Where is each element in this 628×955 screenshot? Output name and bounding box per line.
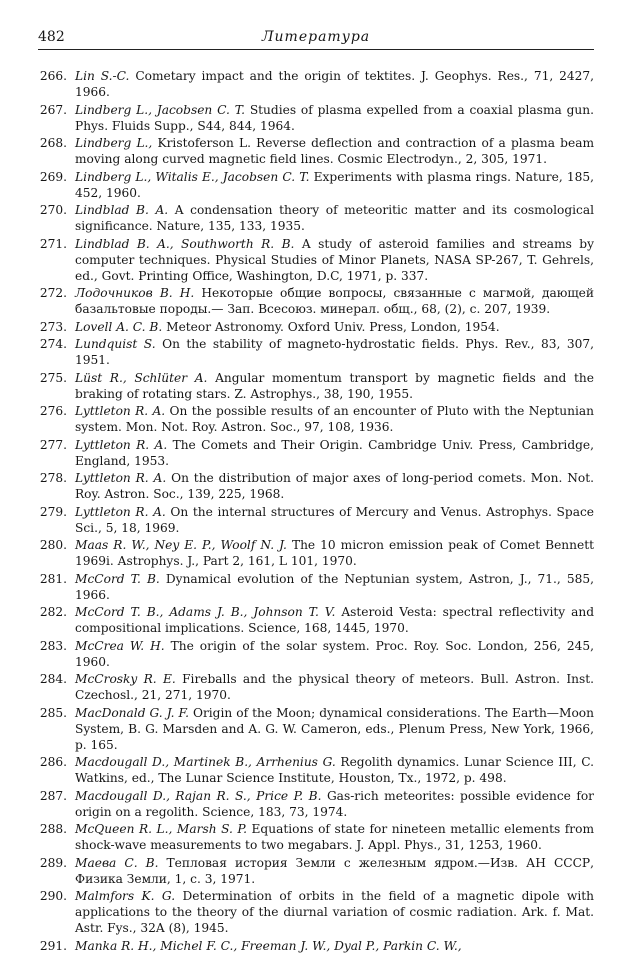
reference-number: 286. <box>39 755 67 769</box>
reference-authors: Lüst R., Schlüter A. <box>75 370 208 385</box>
reference-text: Тепловая история Земли с железным ядром.—Изв. АН СССР, Физика Земли, 1, с. 3, 1971. <box>75 855 595 886</box>
reference-authors: Lyttleton R. A. <box>75 437 168 452</box>
reference-authors: Lyttleton R. A. <box>75 404 166 418</box>
reference-number: 280. <box>39 538 67 552</box>
reference-number: 284. <box>39 672 67 686</box>
reference-authors: Maas R. W., Ney E. P., Woolf N. J. <box>75 538 287 552</box>
reference-text: The 10 micron emission peak of Comet Bennett 1969i. Astrophys. J., Part 2, 161, L 101, 1970. <box>75 538 594 568</box>
reference-authors: Lundquist S. <box>75 337 156 351</box>
reference-number: 272. <box>39 286 67 300</box>
reference-entry <box>38 537 594 569</box>
reference-authors: Lindblad B. A., Southworth R. B. <box>75 236 295 251</box>
reference-entry <box>38 319 594 335</box>
reference-entry <box>38 102 594 134</box>
reference-authors: Lindberg L., Witalis E., Jacobsen C. T. <box>75 169 310 184</box>
reference-text: On the stability of magneto-hydrostatic fields. Phys. Rev., 83, 307, 1951. <box>75 337 594 367</box>
reference-text: The origin of the solar system. Proc. Roy. Soc. London, 256, 245, 1960. <box>75 638 594 669</box>
reference-entry <box>38 754 594 786</box>
reference-text: On the distribution of major axes of long-period comets. Mon. Not. Roy. Astron. Soc., 139, 225, 1968. <box>75 471 594 501</box>
reference-entry <box>38 135 594 167</box>
reference-text: A study of asteroid families and streams by computer techniques. Physical Studies of Minor Planets, NASA SP-267, T. Gehrels, ed., Govt. Printing Office, Washington, D.C, 1971, p. 337. <box>75 236 594 283</box>
reference-entry <box>38 336 594 368</box>
reference-entry <box>38 169 594 201</box>
reference-authors: Macdougall D., Martinek B., Arrhenius G. <box>75 755 336 769</box>
reference-entry <box>38 855 594 887</box>
reference-text: Determination of orbits in the field of a magnetic dipole with applications to the theory of the diurnal variation of cosmic radiation. Ark. f. Mat. Astr. Fys., 32A (8), 1945. <box>75 889 595 935</box>
reference-entry <box>38 202 594 234</box>
reference-authors: Lyttleton R. A. <box>75 504 166 519</box>
reference-authors: Lin S.-C. <box>75 69 130 83</box>
reference-number: 275. <box>39 370 67 385</box>
reference-authors: Lovell A. C. B. <box>75 319 163 334</box>
reference-text: Kristoferson L. Reverse deflection and contraction of a plasma beam moving along curved magnetic field lines. Cosmic Electrodyn., 2, 305, 1971. <box>75 136 595 166</box>
reference-authors: Malmfors K. G. <box>75 889 176 903</box>
reference-entry <box>38 504 594 536</box>
reference-authors: McCrea W. H. <box>75 638 165 653</box>
reference-number: 276. <box>39 404 67 418</box>
reference-authors: Macdougall D., Rajan R. S., Price P. B. <box>75 788 322 803</box>
reference-authors: Маева С. В. <box>75 855 159 870</box>
reference-entry <box>38 68 594 100</box>
reference-entry <box>38 821 594 853</box>
reference-number: 291. <box>39 938 67 953</box>
reference-entry <box>38 604 594 636</box>
page-header <box>38 27 594 50</box>
reference-entry <box>38 671 594 703</box>
reference-text: On the internal structures of Mercury and Venus. Astrophys. Space Sci., 5, 18, 1969. <box>75 504 595 535</box>
reference-number: 290. <box>39 889 67 903</box>
reference-authors: McCord T. B. <box>75 571 160 586</box>
reference-entry <box>38 638 594 670</box>
reference-entry <box>38 236 594 284</box>
reference-text: Dynamical evolution of the Neptunian system, Astron, J., 71., 585, 1966. <box>75 571 595 602</box>
reference-authors: Lindberg L., <box>75 136 153 150</box>
reference-number: 271. <box>39 236 67 251</box>
reference-text: Origin of the Moon; dynamical considerations. The Earth—Moon System, B. G. Marsden and A. G. W. Cameron, eds., Plenum Press, New York, 1966, p. 165. <box>75 705 594 752</box>
reference-text: Asteroid Vesta: spectral reflectivity and compositional implications. Science, 168, 1445, 1970. <box>75 605 594 635</box>
reference-text: Regolith dynamics. Lunar Science III, C. Watkins, ed., The Lunar Science Institute, Houston, Tx., 1972, p. 498. <box>75 755 595 785</box>
reference-entry <box>38 888 594 936</box>
reference-entry <box>38 571 594 603</box>
reference-number: 281. <box>39 571 67 586</box>
reference-number: 279. <box>39 504 67 519</box>
reference-list <box>38 68 594 955</box>
reference-number: 268. <box>39 136 67 150</box>
reference-authors: MacDonald G. J. F. <box>75 705 189 720</box>
reference-text: Fireballs and the physical theory of meteors. Bull. Astron. Inst. Czechosl., 21, 271, 1970. <box>75 672 595 702</box>
reference-text: Angular momentum transport by magnetic fields and the braking of rotating stars. Z. Astrophys., 38, 190, 1955. <box>75 370 594 401</box>
reference-number: 282. <box>39 605 67 619</box>
reference-number: 277. <box>39 437 67 452</box>
reference-text: Gas-rich meteorites: possible evidence for origin on a regolith. Science, 183, 73, 1974. <box>75 788 594 819</box>
reference-entry <box>38 285 594 317</box>
reference-entry <box>38 938 594 954</box>
reference-text: Equations of state for nineteen metallic elements from shock-wave measurements to two megabars. J. Appl. Phys., 31, 1253, 1960. <box>75 822 595 852</box>
reference-authors: McQueen R. L., Marsh S. P. <box>75 822 247 836</box>
reference-number: 278. <box>39 471 67 485</box>
reference-number: 267. <box>39 102 67 117</box>
reference-number: 266. <box>39 69 67 83</box>
reference-entry <box>38 470 594 502</box>
reference-entry <box>38 705 594 753</box>
reference-authors: McCord T. B., Adams J. B., Johnson T. V. <box>75 605 336 619</box>
reference-entry <box>38 788 594 820</box>
reference-entry <box>38 437 594 469</box>
reference-entry <box>38 370 594 402</box>
reference-text: On the possible results of an encounter of Pluto with the Neptunian system. Mon. Not. Roy. Astron. Soc., 97, 108, 1936. <box>75 404 595 434</box>
reference-authors: Lindblad B. A. <box>75 203 169 217</box>
reference-number: 287. <box>39 788 67 803</box>
reference-number: 270. <box>39 203 67 217</box>
reference-number: 274. <box>39 337 67 351</box>
running-title: Литература <box>261 29 371 45</box>
reference-authors: Лодочников В. Н. <box>75 286 195 300</box>
reference-number: 269. <box>39 169 67 184</box>
reference-number: 285. <box>39 705 67 720</box>
reference-number: 283. <box>39 638 67 653</box>
reference-text: A condensation theory of meteoritic matter and its cosmological significance. Nature, 135, 133, 1935. <box>75 203 595 233</box>
reference-number: 273. <box>39 319 67 334</box>
reference-number: 289. <box>39 855 67 870</box>
reference-number: 288. <box>39 822 67 836</box>
reference-text: The Comets and Their Origin. Cambridge Univ. Press, Cambridge, England, 1953. <box>75 437 595 468</box>
reference-authors: Lyttleton R. A. <box>75 471 167 485</box>
reference-entry <box>38 403 594 435</box>
reference-authors: Manka R. H., Michel F. C., Freeman J. W., Dyal P., Parkin C. W., <box>75 938 462 953</box>
reference-text: Studies of plasma expelled from a coaxial plasma gun. Phys. Fluids Supp., S44, 844, 1964. <box>75 102 594 133</box>
reference-text: Некоторые общие вопросы, связанные с магмой, дающей базальтовые породы.— Зап. Всесоюз. минерал. общ., 68, (2), с. 207, 1939. <box>75 286 594 316</box>
reference-text: Experiments with plasma rings. Nature, 185, 452, 1960. <box>75 169 594 200</box>
reference-text: Cometary impact and the origin of tektites. J. Geophys. Res., 71, 2427, 1966. <box>75 69 594 99</box>
reference-authors: McCrosky R. E. <box>75 672 176 686</box>
reference-authors: Lindberg L., Jacobsen C. T. <box>75 102 245 117</box>
reference-text: Meteor Astronomy. Oxford Univ. Press, London, 1954. <box>166 319 500 334</box>
page-number: 482 <box>38 29 65 45</box>
